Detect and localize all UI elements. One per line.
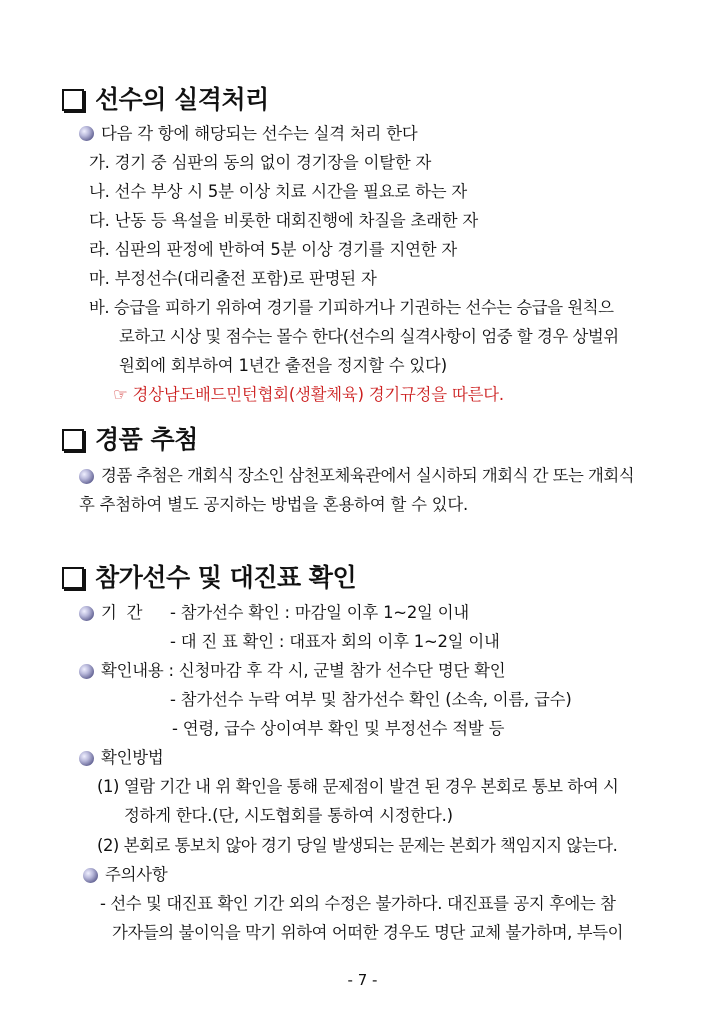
content-line: - 연령, 급수 상이여부 확인 및 부정선수 적발 등 xyxy=(172,719,505,738)
method-label: 확인방법 xyxy=(101,748,164,767)
section-intro: 다음 각 항에 해당되는 선수는 실격 처리 한다 xyxy=(101,124,418,143)
period-line: - 대 진 표 확인 : 대표자 회의 이후 1~2일 이내 xyxy=(170,632,500,651)
list-item: 나. 선수 부상 시 5분 이상 치료 시간을 필요로 하는 자 xyxy=(89,182,468,201)
bullet-sphere-icon xyxy=(79,751,94,766)
list-item: 바. 승급을 피하기 위하여 경기를 기피하거나 기권하는 선수는 승급을 원칙으 xyxy=(89,298,614,317)
checkbox-square-icon xyxy=(62,567,84,589)
checkbox-square-icon xyxy=(62,89,84,111)
list-item: 다. 난동 등 욕설을 비롯한 대회진행에 차질을 초래한 자 xyxy=(89,211,479,230)
section-title: 참가선수 및 대진표 확인 xyxy=(95,563,357,592)
paragraph-line: 경품 추첨은 개회식 장소인 삼천포체육관에서 실시하되 개회식 간 또는 개회식 xyxy=(101,466,635,485)
list-item: 라. 심판의 판정에 반하여 5분 이상 경기를 지연한 자 xyxy=(89,240,457,259)
checkbox-square-icon xyxy=(62,429,84,451)
content-label: 확인내용 : 신청마감 후 각 시, 군별 참가 선수단 명단 확인 xyxy=(101,661,506,680)
bullet-sphere-icon xyxy=(79,126,94,141)
method-line: (2) 본회로 통보치 않아 경기 당일 발생되는 문제는 본회가 책임지지 않는다. xyxy=(97,836,618,855)
list-item-continuation: 원회에 회부하여 1년간 출전을 정지할 수 있다) xyxy=(119,356,447,375)
section-heading-player-check xyxy=(62,561,356,595)
method-line: (1) 열람 기간 내 위 확인을 통해 문제점이 발견 된 경우 본회로 통보 하여 시 xyxy=(97,777,619,796)
bullet-sphere-icon xyxy=(79,664,94,679)
section-heading-prize-draw xyxy=(62,423,198,457)
period-line: - 참가선수 확인 : 마감일 이후 1~2일 이내 xyxy=(170,603,469,622)
section-title: 경품 추첨 xyxy=(95,425,198,454)
list-item: 마. 부정선수(대리출전 포함)로 판명된 자 xyxy=(89,269,377,288)
list-item: 가. 경기 중 심판의 동의 없이 경기장을 이탈한 자 xyxy=(89,153,432,172)
page-number: - 7 - xyxy=(347,971,378,989)
section-heading-disqualification xyxy=(62,83,269,117)
bullet-sphere-icon xyxy=(79,469,94,484)
rule-reference-note: ☞ 경상남도배드민턴협회(생활체육) 경기규정을 따른다. xyxy=(113,385,504,404)
caution-line-continuation: 가자들의 불이익을 막기 위하여 어떠한 경우도 명단 교체 불가하며, 부득이 xyxy=(112,923,624,942)
content-line: - 참가선수 누락 여부 및 참가선수 확인 (소속, 이름, 급수) xyxy=(170,690,572,709)
method-line-continuation: 정하게 한다.(단, 시도협회를 통하여 시정한다.) xyxy=(124,806,453,825)
section-title: 선수의 실격처리 xyxy=(95,85,269,114)
bullet-sphere-icon xyxy=(79,606,94,621)
caution-line: - 선수 및 대진표 확인 기간 외의 수정은 불가하다. 대진표를 공지 후에는 참 xyxy=(100,894,616,913)
list-item-continuation: 로하고 시상 및 점수는 몰수 한다(선수의 실격사항이 엄중 할 경우 상벌위 xyxy=(119,327,619,346)
caution-label: 주의사항 xyxy=(105,865,168,884)
period-label: 기 간 xyxy=(101,603,143,622)
bullet-sphere-icon xyxy=(83,868,98,883)
paragraph-line: 후 추첨하여 별도 공지하는 방법을 혼용하여 할 수 있다. xyxy=(79,495,469,514)
